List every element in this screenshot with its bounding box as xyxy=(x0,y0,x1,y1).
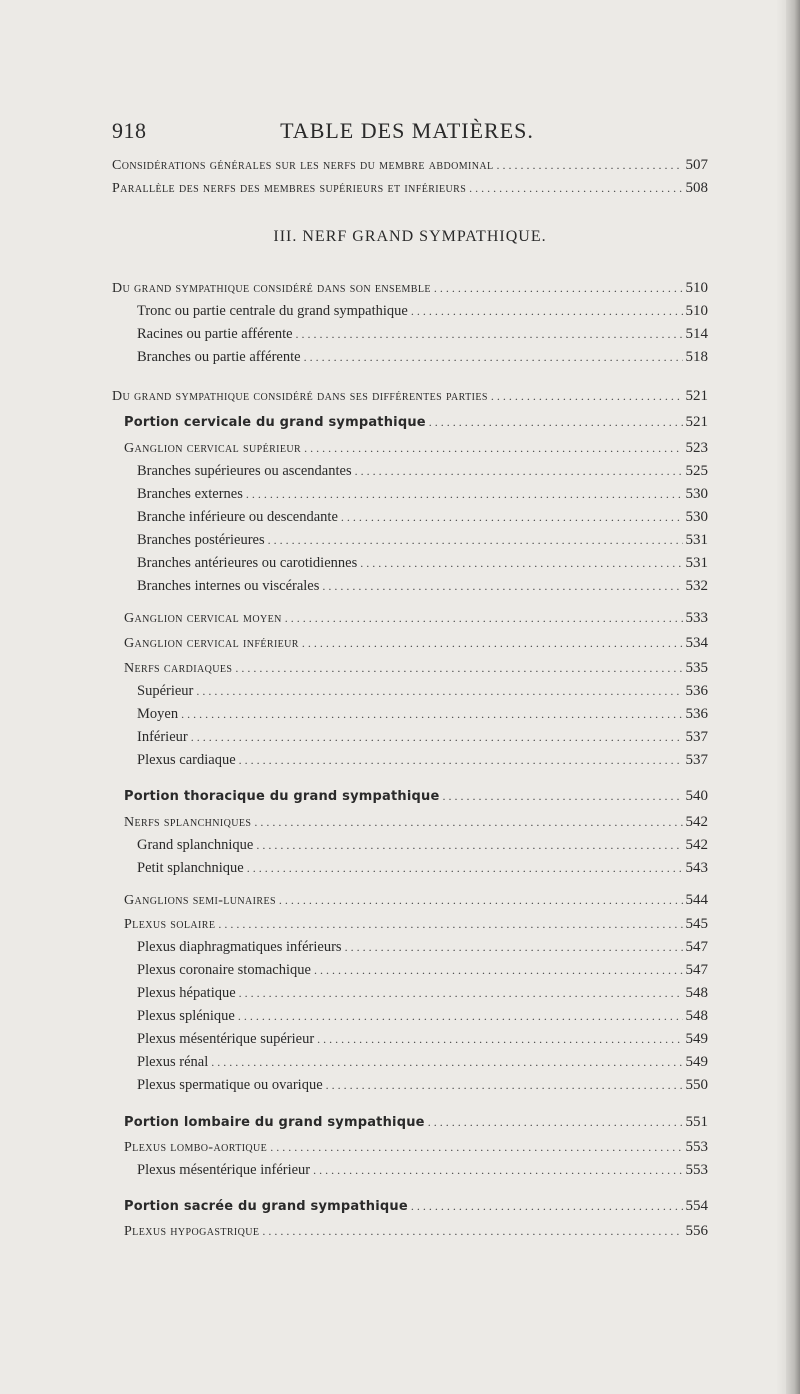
toc-entry xyxy=(112,890,708,911)
toc-entry-page: 545 xyxy=(685,916,708,932)
toc-entry-label: Supérieur xyxy=(137,683,194,699)
toc-entry-label: Parallèle des nerfs des membres supérieurs et inférieurs xyxy=(112,181,467,196)
dot-leader xyxy=(285,608,683,628)
toc-entry-page: 533 xyxy=(685,610,708,626)
dot-leader xyxy=(254,812,682,832)
toc-entry-page: 510 xyxy=(685,303,708,319)
toc-entry-label: Plexus hypogastrique xyxy=(124,1224,260,1239)
toc-entry-label: Plexus hépatique xyxy=(137,985,236,1001)
toc-entry-page: 556 xyxy=(685,1223,708,1239)
toc-entry xyxy=(112,507,708,527)
toc-entry xyxy=(112,1221,708,1242)
dot-leader xyxy=(326,1075,683,1095)
toc-entry-label: Plexus splénique xyxy=(137,1008,235,1024)
toc-entry-page: 530 xyxy=(685,486,708,502)
dot-leader xyxy=(235,658,682,678)
dot-leader xyxy=(302,633,683,653)
toc-entry-page: 550 xyxy=(685,1077,708,1093)
page-number: 918 xyxy=(112,118,147,143)
toc-entry-page: 540 xyxy=(685,788,708,804)
dot-leader xyxy=(262,1221,682,1241)
toc-entry-label: Nerfs splanchniques xyxy=(124,815,252,830)
toc-entry-label: Du grand sympathique considéré dans son ensemble xyxy=(112,281,431,296)
toc-entry-page: 544 xyxy=(685,892,708,908)
toc-portion-entry xyxy=(112,786,708,807)
dot-leader xyxy=(341,507,683,527)
toc-entry xyxy=(112,1160,708,1180)
toc-entry xyxy=(112,1137,708,1158)
toc-entry-page: 547 xyxy=(685,939,708,955)
toc-entry xyxy=(112,983,708,1003)
dot-leader xyxy=(360,553,682,573)
dot-leader xyxy=(304,438,682,458)
toc-entry xyxy=(112,1029,708,1049)
toc-entry xyxy=(112,576,708,596)
dot-leader xyxy=(268,530,683,550)
toc-entry-page: 535 xyxy=(685,660,708,676)
toc-entry-page: 510 xyxy=(685,280,708,296)
dot-leader xyxy=(411,301,683,321)
toc-entry xyxy=(112,324,708,344)
toc-entry xyxy=(112,858,708,878)
toc-entry-label: Plexus lombo-aortique xyxy=(124,1140,268,1155)
toc-entry-page: 532 xyxy=(685,578,708,594)
toc-entry xyxy=(112,681,708,701)
toc-entry xyxy=(112,530,708,550)
toc-entry-page: 553 xyxy=(685,1139,708,1155)
toc-entry-page: 530 xyxy=(685,509,708,525)
toc-entry-label: Du grand sympathique considéré dans ses différentes parties xyxy=(112,389,488,404)
toc-entry-label: Grand splanchnique xyxy=(137,837,254,853)
toc-entry-page: 525 xyxy=(685,463,708,479)
dot-leader xyxy=(296,324,683,344)
toc-entry-label: Plexus solaire xyxy=(124,917,216,932)
toc-entry-page: 531 xyxy=(685,532,708,548)
toc-entry-label: Ganglion cervical supérieur xyxy=(124,441,302,456)
toc-entry xyxy=(112,633,708,654)
toc-entry xyxy=(112,347,708,367)
dot-leader xyxy=(317,1029,682,1049)
dot-leader xyxy=(246,484,683,504)
toc-entry-page: 514 xyxy=(685,326,708,342)
dot-leader xyxy=(434,278,683,298)
toc-entry-label: Branches antérieures ou carotidiennes xyxy=(137,555,358,571)
toc-entry-label: Nerfs cardiaques xyxy=(124,661,233,676)
dot-leader xyxy=(304,347,683,367)
dot-leader xyxy=(491,386,683,406)
toc-entry-label: Petit splanchnique xyxy=(137,860,244,876)
dot-leader xyxy=(256,835,682,855)
toc-entry-page: 531 xyxy=(685,555,708,571)
toc-entry-page: 554 xyxy=(685,1198,708,1214)
toc-entry xyxy=(112,178,708,199)
dot-leader xyxy=(443,786,683,806)
toc-entry-page: 542 xyxy=(685,837,708,853)
toc-entry xyxy=(112,658,708,679)
page-edge xyxy=(786,0,800,1394)
toc-entry-label: Plexus mésentérique supérieur xyxy=(137,1031,315,1047)
toc-entry-label: Plexus cardiaque xyxy=(137,752,236,768)
toc-entry xyxy=(112,461,708,481)
dot-leader xyxy=(429,412,683,432)
dot-leader xyxy=(239,750,683,770)
dot-leader xyxy=(181,704,682,724)
toc-entry xyxy=(112,750,708,770)
toc-entry-label: Inférieur xyxy=(137,729,188,745)
toc-entry xyxy=(112,1006,708,1026)
toc-entry-label: Portion lombaire du grand sympathique xyxy=(124,1115,425,1130)
toc-entry-label: Racines ou partie afférente xyxy=(137,326,293,342)
toc-entry-page: 537 xyxy=(685,729,708,745)
toc-entry-page: 542 xyxy=(685,814,708,830)
page-gutter-shadow xyxy=(776,0,786,1394)
toc-entry xyxy=(112,155,708,176)
toc-entry-page: 543 xyxy=(685,860,708,876)
toc-entry-label: Plexus spermatique ou ovarique xyxy=(137,1077,323,1093)
toc-entry xyxy=(112,301,708,321)
toc-entry-page: 551 xyxy=(685,1114,708,1130)
dot-leader xyxy=(497,155,683,175)
toc-entry-label: Ganglions semi-lunaires xyxy=(124,893,276,908)
dot-leader xyxy=(218,914,682,934)
dot-leader xyxy=(191,727,683,747)
toc-entry-label: Branches supérieures ou ascendantes xyxy=(137,463,352,479)
toc-portion-entry xyxy=(112,1112,708,1133)
toc-entry-page: 548 xyxy=(685,1008,708,1024)
toc-entry-label: Plexus diaphragmatiques inférieurs xyxy=(137,939,342,955)
toc-entry-label: Branches externes xyxy=(137,486,243,502)
dot-leader xyxy=(247,858,683,878)
toc-entry-page: 549 xyxy=(685,1054,708,1070)
toc-entry-page: 508 xyxy=(685,180,708,196)
toc-entry xyxy=(112,278,708,299)
toc-portion-entry xyxy=(112,412,708,433)
toc-entry xyxy=(112,835,708,855)
toc-entry xyxy=(112,960,708,980)
toc-entry-page: 518 xyxy=(685,349,708,365)
dot-leader xyxy=(238,1006,683,1026)
toc-entry-page: 521 xyxy=(685,414,708,430)
toc-entry-label: Ganglion cervical inférieur xyxy=(124,636,299,651)
toc-entry-label: Plexus rénal xyxy=(137,1054,209,1070)
toc-entry xyxy=(112,914,708,935)
running-title: TABLE DES MATIÈRES. xyxy=(280,118,534,143)
toc-entry-page: 548 xyxy=(685,985,708,1001)
toc-portion-entry xyxy=(112,1196,708,1217)
toc-entry-label: Plexus coronaire stomachique xyxy=(137,962,311,978)
dot-leader xyxy=(270,1137,682,1157)
dot-leader xyxy=(345,937,683,957)
toc-entry xyxy=(112,553,708,573)
toc-entry-page: 536 xyxy=(685,706,708,722)
toc-entry-label: Tronc ou partie centrale du grand sympathique xyxy=(137,303,408,319)
toc-entry-label: Branches ou partie afférente xyxy=(137,349,301,365)
dot-leader xyxy=(211,1052,682,1072)
toc-entry xyxy=(112,704,708,724)
toc-entry xyxy=(112,484,708,504)
toc-entry-label: Portion thoracique du grand sympathique xyxy=(124,789,440,804)
toc-entry-page: 507 xyxy=(685,157,708,173)
toc-entry xyxy=(112,1052,708,1072)
toc-entry xyxy=(112,812,708,833)
toc-entry xyxy=(112,608,708,629)
dot-leader xyxy=(313,1160,682,1180)
toc-entry-page: 523 xyxy=(685,440,708,456)
toc-entry xyxy=(112,937,708,957)
dot-leader xyxy=(239,983,683,1003)
toc-entry-page: 534 xyxy=(685,635,708,651)
toc-entry-label: Considérations générales sur les nerfs du membre abdominal xyxy=(112,158,494,173)
toc-entry-page: 536 xyxy=(685,683,708,699)
dot-leader xyxy=(314,960,683,980)
toc-entry-label: Portion sacrée du grand sympathique xyxy=(124,1199,408,1214)
toc-entry-label: Moyen xyxy=(137,706,179,722)
toc-entry xyxy=(112,1075,708,1095)
dot-leader xyxy=(428,1112,683,1132)
dot-leader xyxy=(355,461,683,481)
toc-entry-label: Branches internes ou viscérales xyxy=(137,578,320,594)
dot-leader xyxy=(196,681,682,701)
toc-entry-label: Plexus mésentérique inférieur xyxy=(137,1162,311,1178)
section-heading: III. NERF GRAND SYMPATHIQUE. xyxy=(273,228,547,245)
toc-entry-page: 553 xyxy=(685,1162,708,1178)
toc-entry xyxy=(112,438,708,459)
toc-entry-page: 549 xyxy=(685,1031,708,1047)
dot-leader xyxy=(322,576,682,596)
toc-entry-page: 547 xyxy=(685,962,708,978)
toc-entry-page: 537 xyxy=(685,752,708,768)
dot-leader xyxy=(411,1196,683,1216)
toc-entry-label: Ganglion cervical moyen xyxy=(124,611,282,626)
dot-leader xyxy=(279,890,683,910)
toc-entry xyxy=(112,386,708,407)
dot-leader xyxy=(469,178,682,198)
toc-entry-label: Branches postérieures xyxy=(137,532,265,548)
toc-entry xyxy=(112,727,708,747)
page-header xyxy=(112,118,712,148)
toc-entry-label: Portion cervicale du grand sympathique xyxy=(124,415,426,430)
toc-entry-label: Branche inférieure ou descendante xyxy=(137,509,338,525)
toc-entry-page: 521 xyxy=(685,388,708,404)
